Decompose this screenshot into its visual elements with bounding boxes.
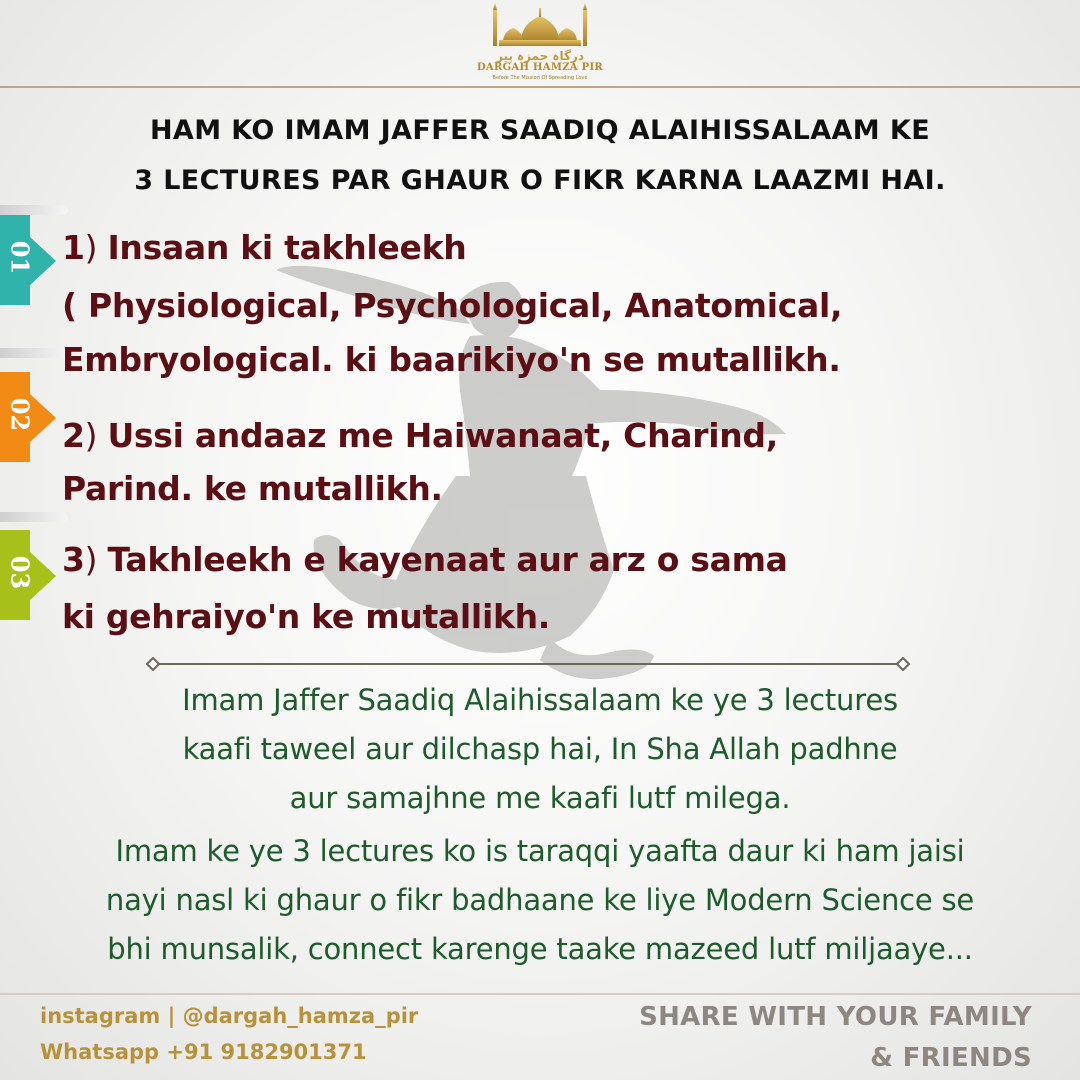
logo-urdu-text: درگاہ حمزہ پیر [496, 49, 584, 63]
body-line-2: kaafi taweel aur dilchasp hai, In Sha Allah padhne [182, 732, 898, 766]
point-1-line-2: ( Physiological, Psychological, Anatomical, [62, 286, 843, 325]
mosque-icon [485, 2, 595, 50]
body-line-1: Imam Jaffer Saadiq Alaihissalaam ke ye 3 lectures [182, 683, 898, 717]
share-line-2: & FRIENDS [870, 1043, 1032, 1073]
point-number: 3 [62, 540, 85, 579]
tab-label: 03 [5, 555, 35, 590]
point-number: 2 [62, 416, 85, 455]
logo-name: DARGAH HAMZA PIR [476, 62, 604, 73]
point-text: Insaan ki takhleekh [107, 228, 467, 267]
headline-line-1: HAM KO IMAM JAFFER SAADIQ ALAIHISSALAAM KE [149, 115, 931, 146]
point-3-line-1: 3) Takhleekh e kayenaat aur arz o sama [62, 540, 788, 579]
tab-stub [0, 512, 68, 522]
body-line-5: nayi nasl ki ghaur o fikr badhaane ke liye Modern Science se [105, 883, 975, 917]
share-line-1: SHARE WITH YOUR FAMILY [639, 1002, 1032, 1032]
top-divider [0, 86, 1080, 88]
tab-stub [0, 348, 68, 358]
point-text: Ussi andaaz me Haiwanaat, Charind, [107, 416, 778, 455]
point-3-line-2: ki gehraiyo'n ke mutallikh. [62, 597, 551, 636]
point-number: 1 [62, 228, 85, 267]
point-1-line-3: Embryological. ki baarikiyo'n se mutallikh. [62, 340, 841, 379]
headline-line-2: 3 LECTURES PAR GHAUR O FIKR KARNA LAAZMI HAI. [134, 165, 946, 196]
body-line-4: Imam ke ye 3 lectures ko is taraqqi yaafta daur ki ham jaisi [115, 834, 965, 868]
point-2-line-2: Parind. ke mutallikh. [62, 469, 443, 508]
tab-stub [0, 205, 68, 215]
tab-label: 02 [5, 397, 35, 432]
point-text: Takhleekh e kayenaat aur arz o sama [107, 540, 788, 579]
logo-tagline: Before The Mission Of Spreading Love [492, 75, 588, 81]
body-line-3: aur samajhne me kaafi lutf milega. [289, 781, 791, 815]
body-line-6: bhi munsalik, connect karenge taake mazeed lutf miljaaye... [107, 932, 973, 966]
tab-01 [0, 215, 60, 295]
dargah-logo [470, 2, 610, 84]
bottom-divider [0, 993, 1080, 995]
whatsapp-number: Whatsapp +91 9182901371 [40, 1040, 367, 1064]
ornamental-divider [146, 657, 910, 671]
point-2-line-1: 2) Ussi andaaz me Haiwanaat, Charind, [62, 416, 778, 455]
tab-03 [0, 530, 60, 610]
tab-02 [0, 372, 60, 452]
instagram-handle: instagram | @dargah_hamza_pir [40, 1004, 419, 1028]
point-1-line-1: 1) Insaan ki takhleekh [62, 228, 467, 267]
tab-label: 01 [5, 240, 35, 275]
